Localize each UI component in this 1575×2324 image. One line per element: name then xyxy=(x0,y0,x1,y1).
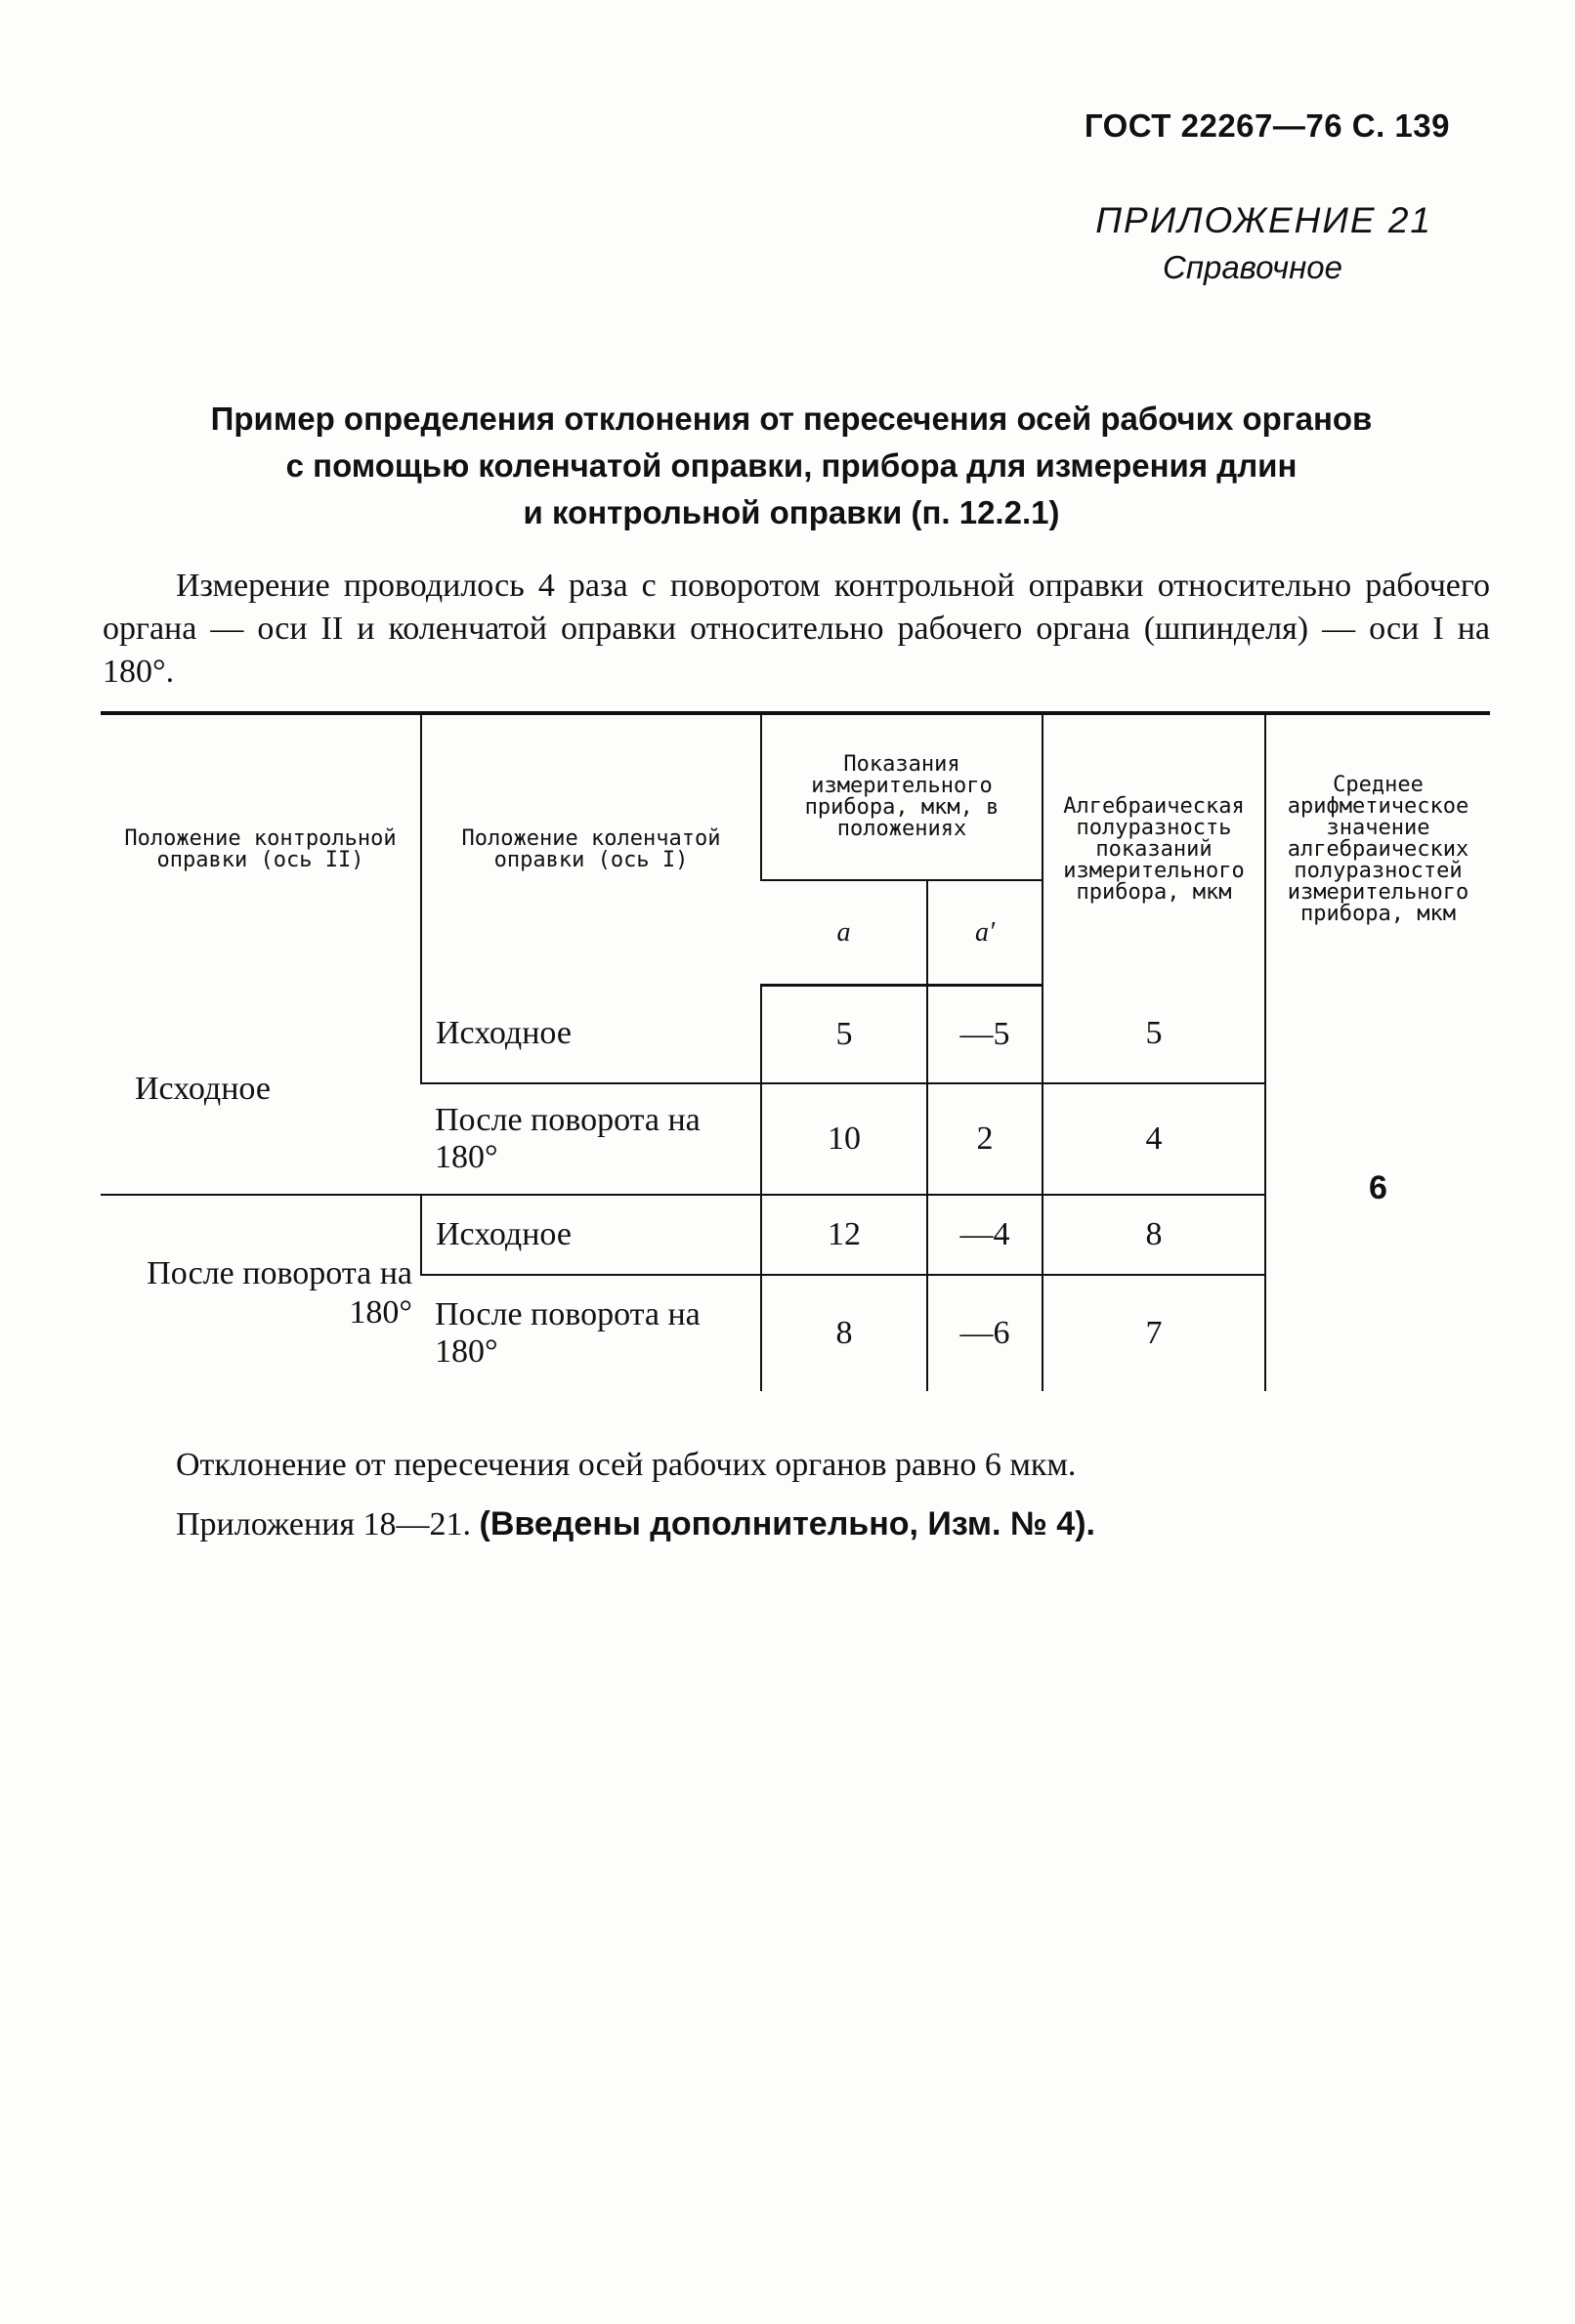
crank-position: После поворота на 180° xyxy=(421,1083,761,1195)
conclusion-text: Отклонение от пересечения осей рабочих органов равно 6 мкм. xyxy=(176,1447,1077,1483)
page-header-reference: ГОСТ 22267—76 С. 139 xyxy=(1084,107,1450,144)
header-mean: Среднее арифметическое значение алгебраических полуразностей измерительного прибора, мкм xyxy=(1265,713,1490,986)
crank-position: После поворота на 180° xyxy=(421,1275,761,1391)
title-line-1: Пример определения отклонения от пересечения осей рабочих органов xyxy=(210,401,1373,437)
half-difference: 4 xyxy=(1043,1083,1265,1195)
header-readings: Показания измерительного прибора, мкм, в положениях xyxy=(761,713,1043,880)
intro-paragraph xyxy=(103,565,1490,694)
half-difference: 8 xyxy=(1043,1195,1265,1275)
header-position-a-prime: a′ xyxy=(927,880,1043,986)
measurement-table xyxy=(101,711,1490,1391)
appendix-title: ПРИЛОЖЕНИЕ 21 xyxy=(1095,200,1432,240)
appendix-note: Справочное xyxy=(1162,249,1342,285)
reading-a-prime: —5 xyxy=(927,986,1043,1084)
mean-value: 6 xyxy=(1265,986,1490,1392)
document-title xyxy=(147,396,1436,536)
header-crank-mandrel: Положение коленчатой оправки (ось I) xyxy=(421,713,761,986)
amendment-plain: Приложения 18—21. xyxy=(176,1506,472,1542)
reading-a-prime: —4 xyxy=(927,1195,1043,1275)
reading-a: 5 xyxy=(761,986,927,1084)
crank-position: Исходное xyxy=(421,1195,761,1275)
reading-a: 10 xyxy=(761,1083,927,1195)
conclusion-block xyxy=(176,1441,1095,1559)
header-half-difference: Алгебраическая полуразность показаний измерительного прибора, мкм xyxy=(1043,713,1265,986)
reading-a: 8 xyxy=(761,1275,927,1391)
reading-a: 12 xyxy=(761,1195,927,1275)
control-position-label: Исходное xyxy=(135,1071,271,1108)
control-position-label: После поворота на 180° xyxy=(101,1195,421,1391)
title-line-3: и контрольной оправки (п. 12.2.1) xyxy=(523,494,1060,530)
reading-a-prime: 2 xyxy=(927,1083,1043,1195)
table-row xyxy=(101,986,1490,1084)
reading-a-prime: —6 xyxy=(927,1275,1043,1391)
amendment-bold: (Введены дополнительно, Изм. № 4). xyxy=(479,1505,1095,1542)
half-difference: 7 xyxy=(1043,1275,1265,1391)
amendment-note xyxy=(176,1500,1095,1549)
half-difference: 5 xyxy=(1043,986,1265,1084)
title-line-2: с помощью коленчатой оправки, прибора для измерения длин xyxy=(285,447,1298,484)
crank-position: Исходное xyxy=(421,986,761,1084)
header-position-a: a xyxy=(761,880,927,986)
intro-text: Измерение проводилось 4 раза с поворотом контрольной оправки относительно рабочего органа — оси II и коленчатой оправки относительно рабочего органа (шпинделя) — оси I на 180°. xyxy=(103,568,1490,690)
header-control-mandrel: Положение контрольной оправки (ось II) xyxy=(101,713,421,986)
